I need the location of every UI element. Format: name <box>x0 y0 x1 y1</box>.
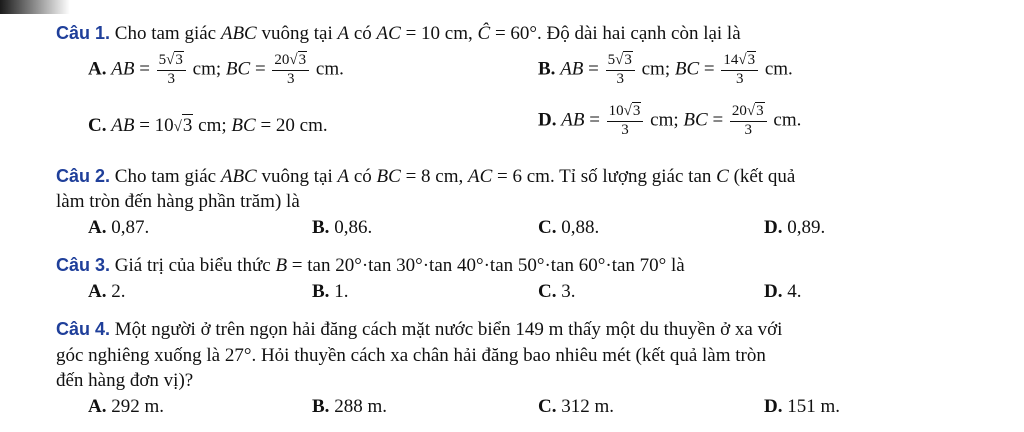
question-2-option-b[interactable]: B. 0,86. <box>312 217 373 238</box>
question-3-option-b[interactable]: B. 1. <box>312 281 349 302</box>
question-4-label: Câu 4. <box>56 319 111 339</box>
question-3-option-a[interactable]: A. 2. <box>88 281 126 302</box>
question-1-label: Câu 1. <box>56 23 111 43</box>
question-1-option-c[interactable]: C. AB = 10√3 cm; BC = 20 cm. <box>88 115 328 136</box>
question-1-stem-text: Cho tam giác ABC vuông tại A có AC = 10 cm, Ĉ = 60°. Độ dài hai cạnh còn lại là <box>114 23 741 44</box>
question-4-stem-line-2: góc nghiêng xuống là 27°. Hỏi thuyền cách xa chân hải đăng bao nhiêu mét (kết quả làm tròn <box>56 345 766 366</box>
question-4-option-a[interactable]: A. 292 m. <box>88 396 165 417</box>
question-3-option-c[interactable]: C. 3. <box>538 281 576 302</box>
question-4-option-b[interactable]: B. 288 m. <box>312 396 387 417</box>
question-3-option-d[interactable]: D. 4. <box>764 281 802 302</box>
question-4-option-d[interactable]: D. 151 m. <box>764 396 841 417</box>
question-2-option-a[interactable]: A. 0,87. <box>88 217 150 238</box>
question-3-label: Câu 3. <box>56 255 111 275</box>
question-4-stem-line-3: đến hàng đơn vị)? <box>56 370 194 391</box>
question-1-option-d[interactable]: D. AB = $\frac{10√3}{3}$ cm; BC = $\frac{20√3}{3}$ cm. <box>538 103 802 138</box>
question-2-option-c[interactable]: C. 0,88. <box>538 217 600 238</box>
question-2-stem-line-2: làm tròn đến hàng phần trăm) là <box>56 191 300 212</box>
question-1-option-a[interactable]: A. AB = $\frac{5√3}{3}$ cm; BC = $\frac{20√3}{3}$ cm. <box>88 52 344 87</box>
question-1-stem <box>56 24 741 43</box>
question-4-option-c[interactable]: C. 312 m. <box>538 396 615 417</box>
question-4-stem-line-1: Câu 4. Một người ở trên ngọn hải đăng cách mặt nước biển 149 m thấy một du thuyền ở xa với <box>56 319 783 340</box>
question-3-stem: Câu 3. Giá trị của biểu thức B = tan 20°·tan 30°·tan 40°·tan 50°·tan 60°·tan 70° là <box>56 255 685 276</box>
question-2-option-d[interactable]: D. 0,89. <box>764 217 826 238</box>
question-2-stem-line-1: Câu 2. Cho tam giác ABC vuông tại A có BC = 8 cm, AC = 6 cm. Tỉ số lượng giác tan C (kết quả <box>56 166 796 187</box>
question-1-option-b[interactable]: B. AB = $\frac{5√3}{3}$ cm; BC = $\frac{14√3}{3}$ cm. <box>538 52 793 87</box>
question-2-label: Câu 2. <box>56 166 111 186</box>
